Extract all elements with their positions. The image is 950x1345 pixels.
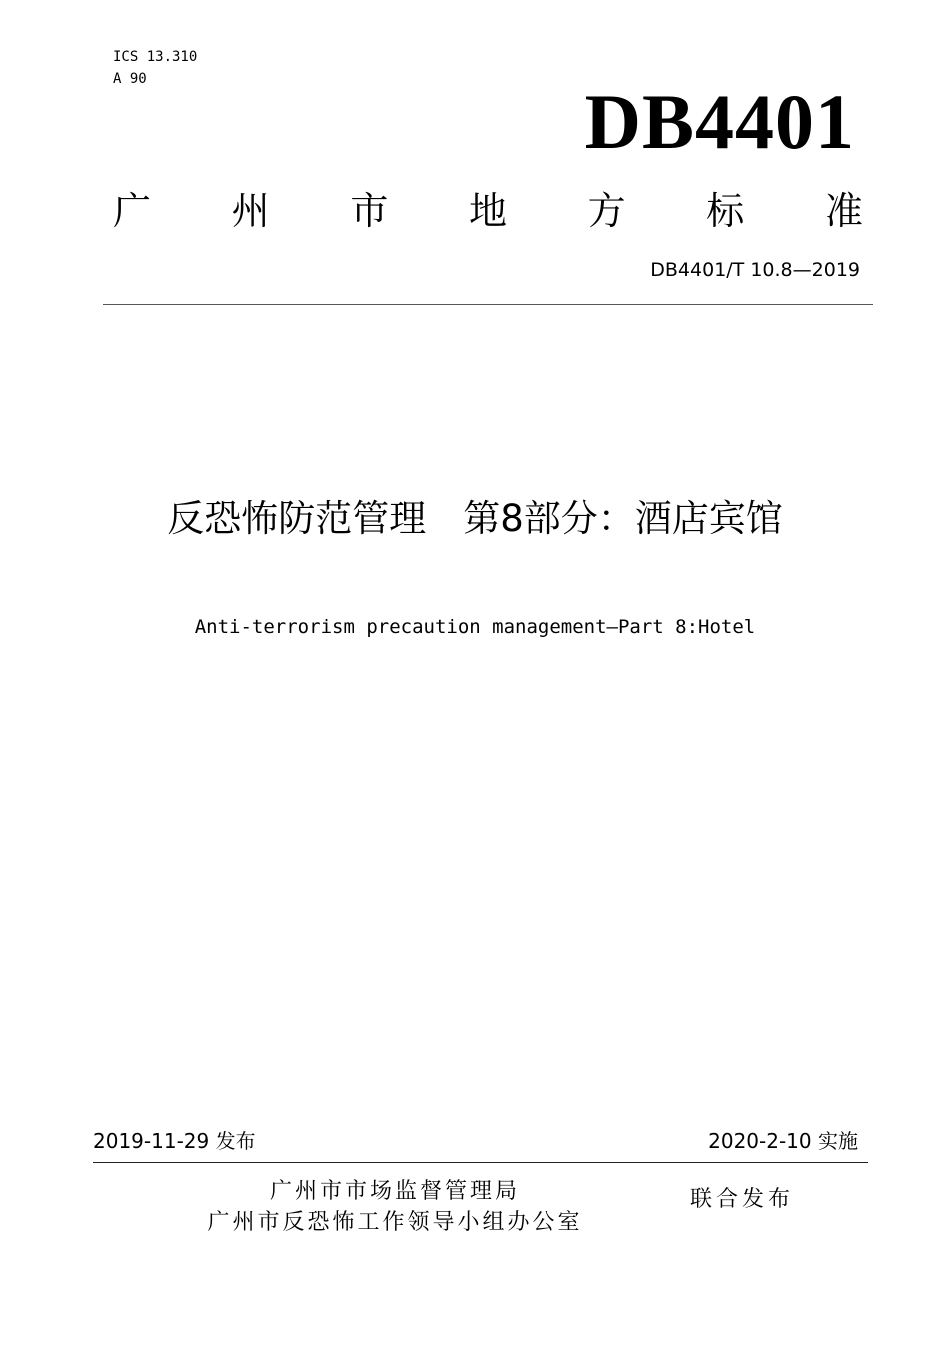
standard-type-char: 州	[231, 189, 270, 233]
standard-type-char: 标	[706, 189, 745, 233]
standard-type-char: 方	[587, 189, 626, 233]
ics-code: ICS 13.310	[113, 49, 198, 65]
standard-code: DB4401	[584, 78, 855, 165]
standard-type-char: 广	[113, 189, 152, 233]
issuing-authorities	[150, 1176, 640, 1238]
document-title-english: Anti-terrorism precaution management—Part 8:Hotel	[194, 616, 756, 638]
issue-date: 2019-11-29 发布	[93, 1129, 256, 1153]
header-divider	[103, 304, 873, 305]
implementation-date: 2020-2-10 实施	[708, 1129, 858, 1153]
issuer-name: 广州市市场监督管理局	[269, 1179, 520, 1204]
document-title-chinese: 反恐怖防范管理 第8部分：酒店宾馆	[167, 497, 783, 540]
ccs-code: A 90	[113, 71, 147, 87]
footer-divider	[93, 1162, 868, 1163]
standard-type-heading	[113, 188, 863, 234]
standard-type-char: 准	[824, 189, 863, 233]
joint-issue-label: 联合发布	[690, 1187, 795, 1212]
issuer-name: 广州市反恐怖工作领导小组办公室	[207, 1210, 583, 1235]
standard-type-char: 地	[468, 189, 507, 233]
standard-type-char: 市	[350, 189, 389, 233]
classification-block	[113, 46, 197, 90]
standard-number: DB4401/T 10.8—2019	[650, 259, 860, 281]
